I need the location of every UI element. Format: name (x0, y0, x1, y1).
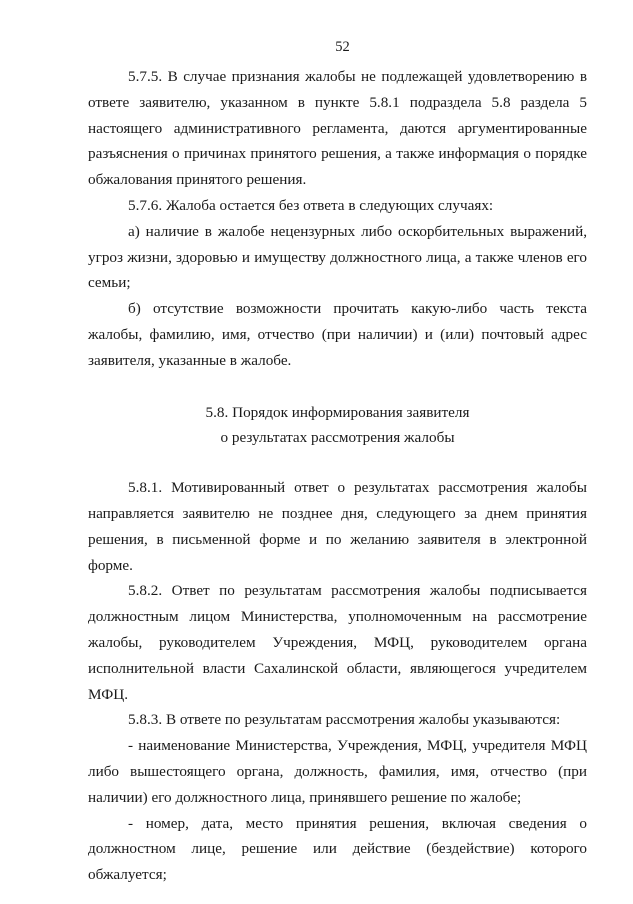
paragraph-5-8-3-item-2: - номер, дата, место принятия решения, включая сведения о должностном лице, решение или действие (бездействие) которого обжалуется; (88, 814, 587, 884)
paragraph-5-8-3: 5.8.3. В ответе по результатам рассмотрения жалобы указываются: (128, 711, 561, 729)
paragraph-5-7-6-b: б) отсутствие возможности прочитать какую-либо часть текста жалобы, фамилию, имя, отчество (при наличии) и (или) почтовый адрес заявителя, указанные в жалобе. (88, 300, 587, 369)
paragraph-5-8-2: 5.8.2. Ответ по результатам рассмотрения жалобы подписывается должностным лицом Министерства, уполномоченным на рассмотрение жалобы, руководителем Учреждения, МФЦ, руководителем органа исполнительной власти Сахалинской области, являющегося учредителем МФЦ. (88, 582, 587, 703)
spacer (88, 374, 587, 400)
paragraph-5-7-6: 5.7.6. Жалоба остается без ответа в следующих случаях: (128, 196, 494, 214)
paragraph-5-8-3-item-1: - наименование Министерства, Учреждения, МФЦ, учредителя МФЦ либо вышестоящего органа, должность, фамилия, имя, отчество (при наличии) его должностного лица, принявшего решение по жалобе; (88, 737, 587, 806)
paragraph-5-7-5: 5.7.5. В случае признания жалобы не подлежащей удовлетворению в ответе заявителю, указанном в пункте 5.8.1 подраздела 5.8 раздела 5 настоящего административного регламента, даются аргументированные разъяснения о причинах принятого решения, а также информация о порядке обжалования принятого решения. (88, 68, 587, 189)
section-title-line-1: 5.8. Порядок информирования заявителя (205, 403, 470, 421)
section-title-line-2: о результатах рассмотрения жалобы (220, 429, 455, 447)
paragraph-5-8-1: 5.8.1. Мотивированный ответ о результатах рассмотрения жалобы направляется заявителю не позднее дня, следующего за днем принятия решения, в письменной форме и по желанию заявителя в электронной форме. (88, 479, 587, 574)
paragraph-5-7-6-a: а) наличие в жалобе нецензурных либо оскорбительных выражений, угроз жизни, здоровью и имуществу должностного лица, а также членов его семьи; (88, 222, 587, 292)
spacer (88, 451, 587, 475)
page-number: 52 (335, 39, 350, 55)
